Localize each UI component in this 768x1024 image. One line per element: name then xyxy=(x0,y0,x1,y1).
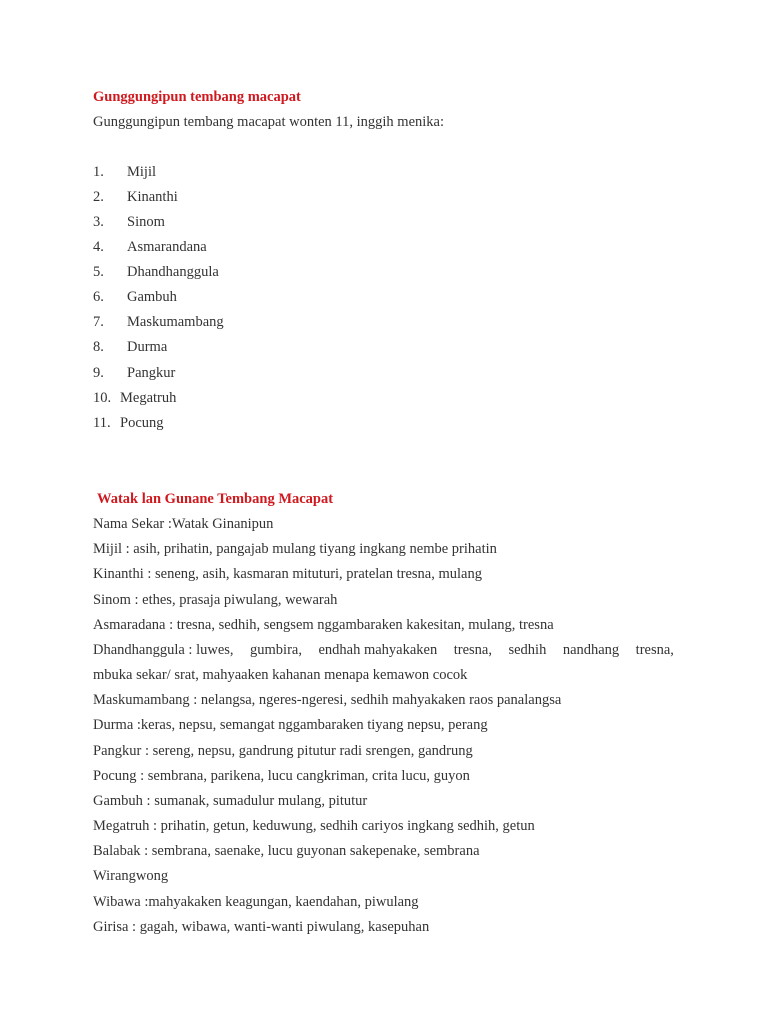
list-text: Mijil xyxy=(127,164,157,180)
watak-line: Balabak : sembrana, saenake, lucu guyonan sakepenake, sembrana xyxy=(93,843,480,859)
word: tresna, xyxy=(453,642,492,658)
list-text: Sinom xyxy=(127,214,165,230)
list-number: 7. xyxy=(93,314,104,330)
list-text: Pocung xyxy=(120,415,164,431)
table-header-line: Nama Sekar :Watak Ginanipun xyxy=(93,516,274,532)
section-title-gunggungipun: Gunggungipun tembang macapat xyxy=(93,89,301,105)
list-number: 6. xyxy=(93,289,104,305)
list-number: 4. xyxy=(93,239,104,255)
section-title-watak: Watak lan Gunane Tembang Macapat xyxy=(97,491,334,507)
watak-line: Durma :keras, nepsu, semangat nggambaraken tiyang nepsu, perang xyxy=(93,717,488,733)
watak-line: Wibawa :mahyakaken keagungan, kaendahan, piwulang xyxy=(93,894,419,910)
list-text: Gambuh xyxy=(127,289,177,305)
watak-line: Girisa : gagah, wibawa, wanti-wanti piwulang, kasepuhan xyxy=(93,919,430,935)
watak-line: Kinanthi : seneng, asih, kasmaran mituturi, pratelan tresna, mulang xyxy=(93,566,482,582)
list-number: 5. xyxy=(93,264,104,280)
watak-line: Gambuh : sumanak, sumadulur mulang, pitutur xyxy=(93,793,368,809)
watak-line: Megatruh : prihatin, getun, keduwung, sedhih cariyos ingkang sedhih, getun xyxy=(93,818,535,834)
list-text: Megatruh xyxy=(120,390,177,406)
intro-text: Gunggungipun tembang macapat wonten 11, inggih menika: xyxy=(93,114,445,130)
watak-line: Mijil : asih, prihatin, pangajab mulang tiyang ingkang nembe prihatin xyxy=(93,541,497,557)
word: tresna, xyxy=(635,642,674,658)
list-text: Dhandhanggula xyxy=(127,264,219,280)
word: endhah mahyakaken xyxy=(318,642,438,658)
list-number: 11. xyxy=(93,415,111,431)
list-text: Durma xyxy=(127,339,168,355)
word: sedhih xyxy=(508,642,547,658)
list-text: Asmarandana xyxy=(127,239,207,255)
dhandhanggula-row-1 xyxy=(93,641,674,659)
watak-line: Sinom : ethes, prasaja piwulang, wewarah xyxy=(93,592,338,608)
watak-line: mbuka sekar/ srat, mahyaaken kahanan menapa kemawon cocok xyxy=(93,667,468,683)
list-text: Maskumambang xyxy=(127,314,224,330)
watak-line: Pocung : sembrana, parikena, lucu cangkriman, crita lucu, guyon xyxy=(93,768,470,784)
list-number: 2. xyxy=(93,189,104,205)
word: Dhandhanggula : luwes, xyxy=(93,642,234,658)
watak-line: Maskumambang : nelangsa, ngeres-ngeresi, sedhih mahyakaken raos panalangsa xyxy=(93,692,562,708)
dhandhanggula-paragraph xyxy=(93,641,674,659)
watak-line: Wirangwong xyxy=(93,868,169,884)
word: nandhang xyxy=(562,642,620,658)
list-number: 1. xyxy=(93,164,104,180)
list-number: 3. xyxy=(93,214,104,230)
list-text: Pangkur xyxy=(127,365,176,381)
list-number: 8. xyxy=(93,339,104,355)
watak-line: Asmaradana : tresna, sedhih, sengsem nggambaraken kakesitan, mulang, tresna xyxy=(93,617,554,633)
word: gumbira, xyxy=(250,642,302,658)
list-number: 10. xyxy=(93,390,112,406)
list-text: Kinanthi xyxy=(127,189,178,205)
watak-line: Pangkur : sereng, nepsu, gandrung pitutur radi srengen, gandrung xyxy=(93,743,473,759)
list-number: 9. xyxy=(93,365,104,381)
